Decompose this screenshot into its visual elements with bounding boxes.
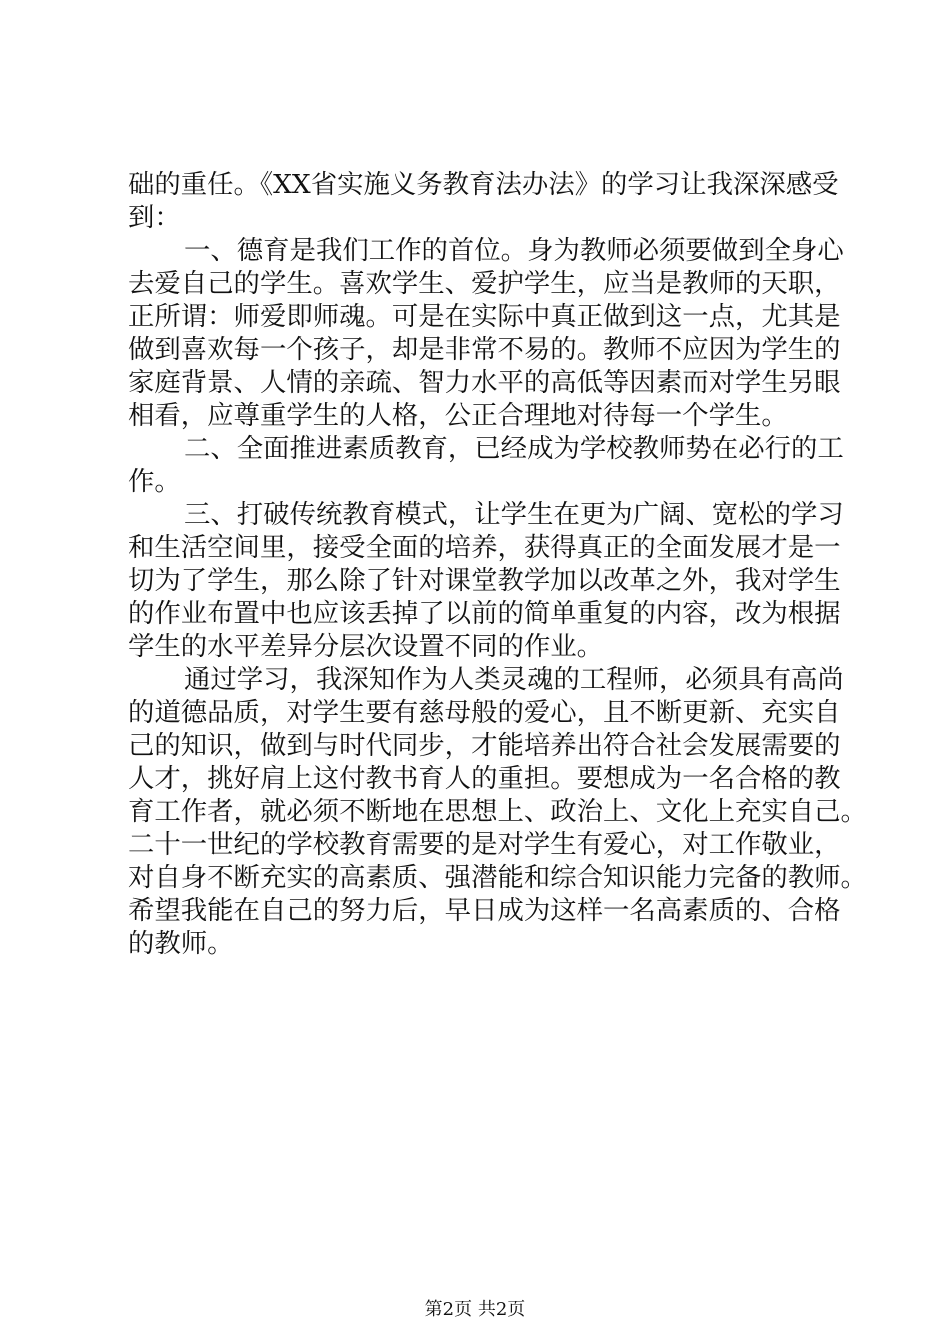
text-line: 础的重任。《XX省实施义务教育法办法》的学习让我深深感受 — [128, 169, 839, 200]
text-line: 到： — [128, 202, 181, 233]
text-line: 做到喜欢每一个孩子，却是非常不易的。教师不应因为学生的 — [128, 334, 841, 365]
text-line: 的道德品质，对学生要有慈母般的爱心，且不断更新、充实自 — [128, 697, 841, 728]
text-line: 己的知识，做到与时代同步，才能培养出符合社会发展需要的 — [128, 730, 841, 761]
paragraph-break-tradition — [128, 498, 844, 663]
text-line: 通过学习，我深知作为人类灵魂的工程师，必须具有高尚 — [184, 664, 844, 695]
text-line: 学生的水平差异分层次设置不同的作业。 — [128, 631, 604, 662]
paragraph-conclusion — [128, 663, 867, 960]
text-line: 家庭背景、人情的亲疏、智力水平的高低等因素而对学生另眼 — [128, 367, 841, 398]
text-line: 人才，挑好肩上这付教书育人的重担。要想成为一名合格的教 — [128, 763, 841, 794]
document-body — [128, 168, 867, 960]
text-line: 和生活空间里，接受全面的培养，获得真正的全面发展才是一 — [128, 532, 841, 563]
page-number-label: 第2页 共2页 — [424, 1299, 526, 1320]
page-footer — [0, 1298, 950, 1322]
text-line: 对自身不断充实的高素质、强潜能和综合知识能力完备的教师。 — [128, 862, 867, 893]
text-line: 正所谓：师爱即师魂。可是在实际中真正做到这一点，尤其是 — [128, 301, 841, 332]
text-line: 希望我能在自己的努力后，早日成为这样一名高素质的、合格 — [128, 895, 841, 926]
paragraph-moral-education — [128, 234, 844, 432]
text-line: 的作业布置中也应该丢掉了以前的简单重复的内容，改为根据 — [128, 598, 841, 629]
text-line: 三、打破传统教育模式，让学生在更为广阔、宽松的学习 — [184, 499, 844, 530]
text-line: 的教师。 — [128, 928, 234, 959]
text-line: 育工作者，就必须不断地在思想上、政治上、文化上充实自己。 — [128, 796, 867, 827]
text-line: 相看，应尊重学生的人格，公正合理地对待每一个学生。 — [128, 400, 788, 431]
text-line: 二十一世纪的学校教育需要的是对学生有爱心，对工作敬业， — [128, 829, 841, 860]
paragraph-intro — [128, 168, 838, 234]
paragraph-quality-education — [128, 432, 844, 498]
text-line: 切为了学生，那么除了针对课堂教学加以改革之外，我对学生 — [128, 565, 841, 596]
text-line: 作。 — [128, 466, 181, 497]
text-line: 二、全面推进素质教育，已经成为学校教师势在必行的工 — [184, 433, 844, 464]
text-line: 去爱自己的学生。喜欢学生、爱护学生，应当是教师的天职， — [128, 268, 841, 299]
text-line: 一、德育是我们工作的首位。身为教师必须要做到全身心 — [184, 235, 844, 266]
